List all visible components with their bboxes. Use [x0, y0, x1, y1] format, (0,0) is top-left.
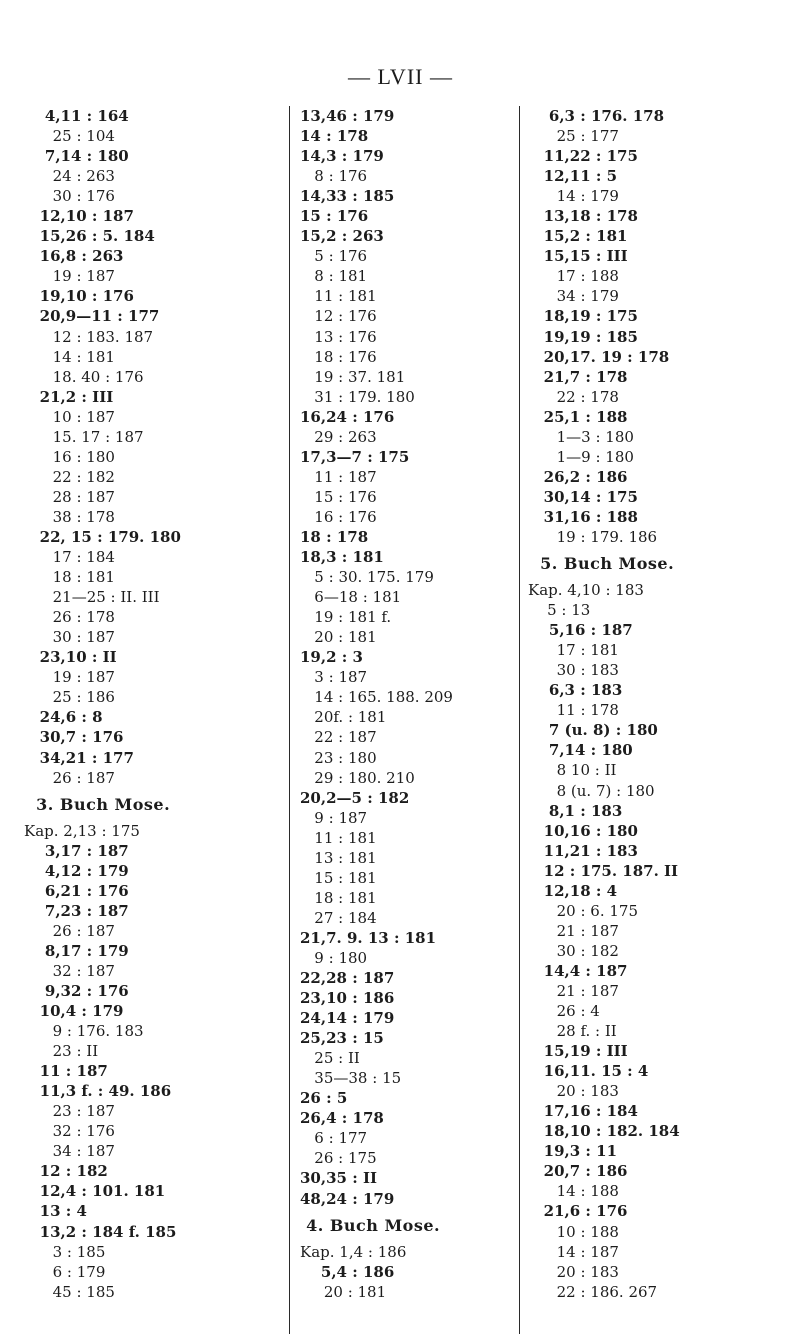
index-entry: 20 : 183: [528, 1262, 619, 1281]
index-entry: 19 : 179. 186: [528, 527, 658, 546]
column-divider: [289, 106, 290, 1334]
index-entry: 7,14 : 180: [24, 147, 129, 166]
index-entry: 8 (u. 7) : 180: [528, 781, 655, 800]
index-entry: 23 : 187: [24, 1102, 115, 1121]
index-entry: 7,23 : 187: [24, 901, 129, 920]
index-entry: 19 : 187: [24, 668, 115, 687]
index-entry: 25,23 : 15: [300, 1029, 384, 1048]
index-entry: 22 : 186. 267: [528, 1282, 658, 1301]
index-entry: 13,2 : 184 f. 185: [24, 1222, 177, 1241]
index-entry: 15. 17 : 187: [24, 427, 144, 446]
index-entry: 5 : 176: [300, 247, 368, 266]
index-entry: 26 : 178: [24, 608, 115, 627]
index-entry: 9,32 : 176: [24, 981, 129, 1000]
index-entry: 32 : 176: [24, 1122, 115, 1141]
index-entry: 48,24 : 179: [300, 1189, 395, 1208]
index-entry: 7 (u. 8) : 180: [528, 721, 658, 740]
index-column-3: [528, 106, 798, 1302]
index-entry: 22 : 182: [24, 467, 115, 486]
index-entry: 11,22 : 175: [528, 147, 638, 166]
index-entry: 15,26 : 5. 184: [24, 227, 155, 246]
index-entry: 22, 15 : 179. 180: [24, 527, 181, 546]
index-entry: 22,28 : 187: [300, 969, 395, 988]
index-entry: 14 : 178: [300, 127, 369, 146]
index-entry: 1—3 : 180: [528, 427, 634, 446]
index-entry: 11 : 181: [300, 828, 377, 847]
index-entry: 21 : 187: [528, 981, 619, 1000]
index-entry: 14 : 179: [528, 187, 619, 206]
index-entry: 35—38 : 15: [300, 1069, 402, 1088]
index-entry: 16 : 176: [300, 507, 377, 526]
index-entry: 18,3 : 181: [300, 548, 384, 567]
index-entry: 23 : II: [24, 1042, 99, 1061]
index-entry: 14,33 : 185: [300, 187, 395, 206]
index-entry: 19 : 37. 181: [300, 367, 406, 386]
index-entry: 6,21 : 176: [24, 881, 129, 900]
index-entry: 12 : 183. 187: [24, 327, 154, 346]
index-entry: 14 : 181: [24, 347, 115, 366]
index-entry: Kap. 1,4 : 186: [300, 1242, 407, 1261]
index-entry: 34,21 : 177: [24, 748, 134, 767]
index-entry: 19 : 187: [24, 267, 115, 286]
index-entry: 30 : 182: [528, 941, 619, 960]
section-heading: 4. Buch Mose.: [300, 1215, 441, 1235]
index-entry: 12 : 175. 187. II: [528, 861, 679, 880]
index-entry: 21—25 : II. III: [24, 588, 160, 607]
index-entry: 14 : 187: [528, 1242, 619, 1261]
index-entry: 21,6 : 176: [528, 1202, 628, 1221]
index-entry: 6 : 179: [24, 1262, 106, 1281]
index-entry: 17 : 184: [24, 548, 115, 567]
index-entry: 20,9—11 : 177: [24, 307, 160, 326]
index-entry: 3 : 187: [300, 668, 368, 687]
index-entry: 11 : 187: [24, 1062, 108, 1081]
index-entry: 13,46 : 179: [300, 107, 395, 125]
index-entry: 18 : 181: [24, 568, 115, 587]
index-entry: 28 f. : II: [528, 1022, 617, 1041]
index-entry: 31 : 179. 180: [300, 387, 415, 406]
index-entry: 23,10 : II: [24, 648, 117, 667]
index-entry: 3,17 : 187: [24, 841, 129, 860]
index-entry: 17 : 181: [528, 641, 619, 660]
index-entry: 11,3 f. : 49. 186: [24, 1082, 172, 1101]
index-entry: 19 : 181 f.: [300, 608, 392, 627]
index-entry: Kap. 4,10 : 183: [528, 581, 644, 600]
index-entry: 20,17. 19 : 178: [528, 347, 670, 366]
index-entry: 25 : 177: [528, 127, 619, 146]
index-entry: 34 : 187: [24, 1142, 115, 1161]
index-entry: 20 : 6. 175: [528, 901, 638, 920]
index-entry: 15,15 : III: [528, 247, 628, 266]
index-entry: 19,19 : 185: [528, 327, 638, 346]
index-entry: 20 : 181: [300, 628, 377, 647]
index-entry: 12,18 : 4: [528, 881, 618, 900]
index-entry: 23 : 180: [300, 748, 377, 767]
index-entry: 8,1 : 183: [528, 801, 623, 820]
index-entry: 12,11 : 5: [528, 167, 618, 186]
index-entry: 12 : 176: [300, 307, 377, 326]
index-entry: 1—9 : 180: [528, 447, 634, 466]
index-entry: 18,19 : 175: [528, 307, 638, 326]
index-entry: 9 : 187: [300, 808, 368, 827]
index-entry: 28 : 187: [24, 487, 115, 506]
index-entry: 15,2 : 181: [528, 227, 628, 246]
index-entry: 18 : 176: [300, 347, 377, 366]
index-entry: 9 : 180: [300, 948, 368, 967]
index-entry: 21,7. 9. 13 : 181: [300, 928, 437, 947]
index-entry: 20,7 : 186: [528, 1162, 628, 1181]
index-entry: 11,21 : 183: [528, 841, 638, 860]
index-entry: 11 : 178: [528, 701, 619, 720]
index-entry: 13 : 176: [300, 327, 377, 346]
index-entry: 30,35 : II: [300, 1169, 377, 1188]
index-entry: 26,2 : 186: [528, 467, 628, 486]
index-entry: 12 : 182: [24, 1162, 108, 1181]
index-entry: 13,18 : 178: [528, 207, 638, 226]
index-entry: 14,3 : 179: [300, 147, 384, 166]
index-entry: 8 : 181: [300, 267, 368, 286]
index-entry: 26 : 187: [24, 921, 115, 940]
index-entry: 26 : 187: [24, 768, 115, 787]
index-entry: 20 : 183: [528, 1082, 619, 1101]
index-entry: 30 : 183: [528, 661, 619, 680]
index-entry: 15 : 176: [300, 207, 369, 226]
index-entry: 18 : 181: [300, 888, 377, 907]
index-entry: 34 : 179: [528, 287, 619, 306]
index-entry: 7,14 : 180: [528, 741, 633, 760]
index-entry: 5 : 13: [528, 601, 591, 620]
index-entry: 16 : 180: [24, 447, 115, 466]
index-entry: 3 : 185: [24, 1242, 106, 1261]
index-entry: 15,19 : III: [528, 1042, 628, 1061]
index-entry: 16,24 : 176: [300, 407, 395, 426]
index-entry: 6 : 177: [300, 1129, 368, 1148]
index-entry: 16,8 : 263: [24, 247, 124, 266]
index-entry: 19,10 : 176: [24, 287, 134, 306]
index-entry: 17,16 : 184: [528, 1102, 638, 1121]
section-heading: 5. Buch Mose.: [528, 554, 675, 574]
index-entry: 11 : 187: [300, 467, 377, 486]
index-entry: 12,4 : 101. 181: [24, 1182, 166, 1201]
index-entry: 26 : 175: [300, 1149, 377, 1168]
index-entry: 25,1 : 188: [528, 407, 628, 426]
index-entry: Kap. 2,13 : 175: [24, 821, 140, 840]
index-entry: 25 : 104: [24, 127, 115, 146]
index-entry: 18. 40 : 176: [24, 367, 144, 386]
index-entry: 17,3—7 : 175: [300, 447, 410, 466]
index-entry: 18,10 : 182. 184: [528, 1122, 680, 1141]
index-entry: 5 : 30. 175. 179: [300, 568, 434, 587]
index-entry: 18 : 178: [300, 527, 369, 546]
index-entry: 15,2 : 263: [300, 227, 384, 246]
index-entry: 38 : 178: [24, 507, 115, 526]
index-entry: 25 : 186: [24, 688, 115, 707]
index-entry: 6,3 : 176. 178: [528, 107, 665, 125]
index-entry: 22 : 187: [300, 728, 377, 747]
index-entry: 32 : 187: [24, 961, 115, 980]
index-entry: 31,16 : 188: [528, 507, 638, 526]
index-entry: 10,4 : 179: [24, 1002, 124, 1021]
index-entry: 30,7 : 176: [24, 728, 124, 747]
index-entry: 21,2 : III: [24, 387, 114, 406]
index-entry: 24,6 : 8: [24, 708, 103, 727]
index-entry: 14,4 : 187: [528, 961, 628, 980]
index-entry: 16,11. 15 : 4: [528, 1062, 649, 1081]
index-entry: 15 : 181: [300, 868, 377, 887]
index-entry: 26,4 : 178: [300, 1109, 384, 1128]
index-entry: 11 : 181: [300, 287, 377, 306]
index-entry: 17 : 188: [528, 267, 619, 286]
index-entry: 6,3 : 183: [528, 681, 623, 700]
index-entry: 27 : 184: [300, 908, 377, 927]
index-entry: 26 : 5: [300, 1089, 348, 1108]
index-entry: 20f. : 181: [300, 708, 387, 727]
index-entry: 29 : 263: [300, 427, 377, 446]
index-entry: 13 : 181: [300, 848, 377, 867]
index-entry: 25 : II: [300, 1049, 360, 1068]
page-header: — LVII —: [348, 64, 453, 89]
index-entry: 4,11 : 164: [24, 107, 129, 125]
index-entry: 26 : 4: [528, 1002, 600, 1021]
index-entry: 21,7 : 178: [528, 367, 628, 386]
index-entry: 10,16 : 180: [528, 821, 638, 840]
index-entry: 21 : 187: [528, 921, 619, 940]
index-entry: 8 : 176: [300, 167, 368, 186]
index-entry: 13 : 4: [24, 1202, 87, 1221]
index-entry: 14 : 165. 188. 209: [300, 688, 453, 707]
index-column-2: [300, 106, 510, 1302]
index-entry: 30 : 187: [24, 628, 115, 647]
index-entry: 10 : 187: [24, 407, 115, 426]
index-entry: 30,14 : 175: [528, 487, 638, 506]
index-entry: 24,14 : 179: [300, 1009, 395, 1028]
index-entry: 15 : 176: [300, 487, 377, 506]
index-column-1: [24, 106, 282, 1302]
index-entry: 14 : 188: [528, 1182, 619, 1201]
index-entry: 19,3 : 11: [528, 1142, 618, 1161]
index-entry: 5,16 : 187: [528, 621, 633, 640]
index-entry: 20,2—5 : 182: [300, 788, 410, 807]
index-entry: 45 : 185: [24, 1282, 115, 1301]
index-entry: 6—18 : 181: [300, 588, 402, 607]
index-entry: 12,10 : 187: [24, 207, 134, 226]
index-entry: 30 : 176: [24, 187, 115, 206]
index-entry: 8,17 : 179: [24, 941, 129, 960]
column-divider: [519, 106, 520, 1334]
index-entry: 9 : 176. 183: [24, 1022, 144, 1041]
section-heading: 3. Buch Mose.: [24, 794, 171, 814]
index-entry: 29 : 180. 210: [300, 768, 415, 787]
index-entry: 5,4 : 186: [300, 1262, 395, 1281]
index-entry: 8 10 : II: [528, 761, 617, 780]
index-entry: 20 : 181: [300, 1282, 387, 1301]
index-entry: 22 : 178: [528, 387, 619, 406]
index-entry: 23,10 : 186: [300, 989, 395, 1008]
index-entry: 10 : 188: [528, 1222, 619, 1241]
index-entry: 4,12 : 179: [24, 861, 129, 880]
index-entry: 19,2 : 3: [300, 648, 363, 667]
index-entry: 24 : 263: [24, 167, 115, 186]
